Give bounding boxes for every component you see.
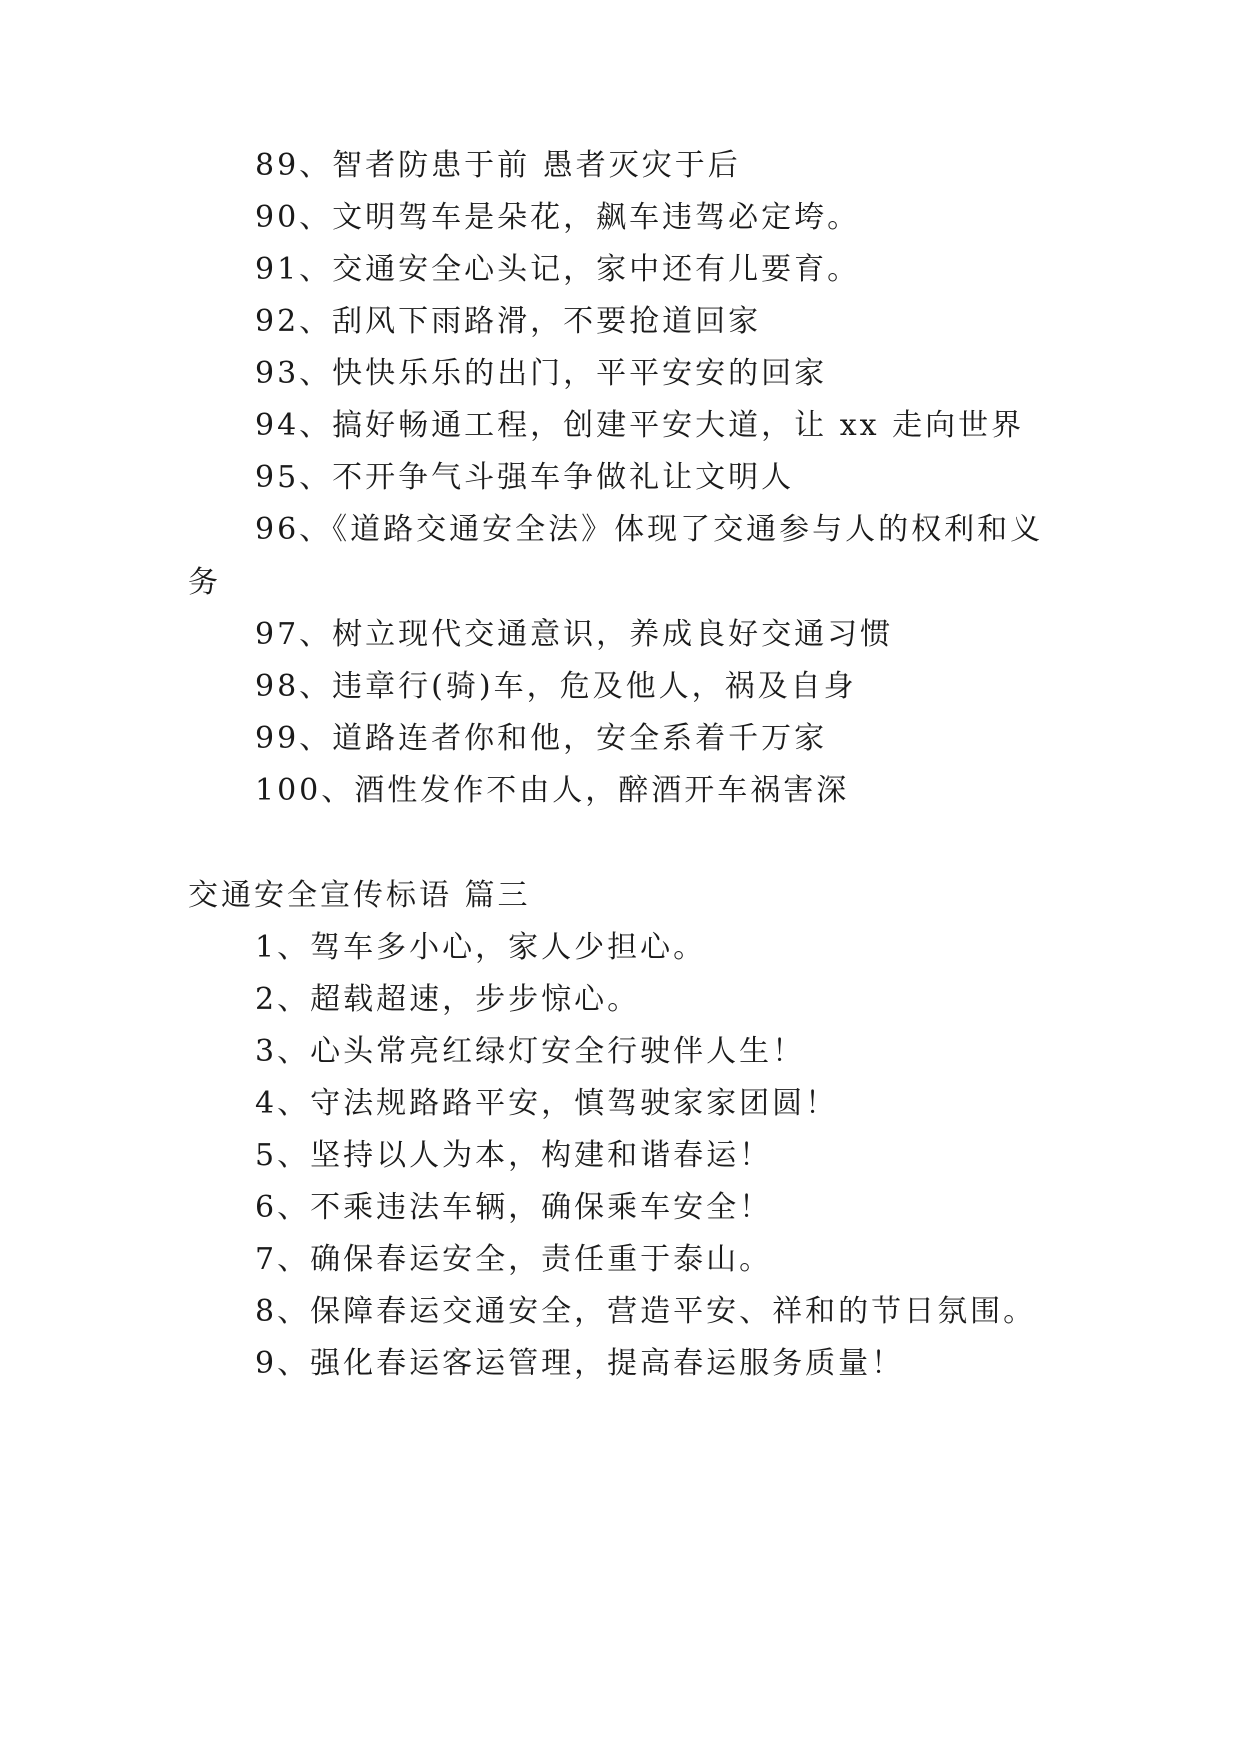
slogan-97: 97、树立现代交通意识，养成良好交通习惯 <box>255 617 894 652</box>
slogan-94: 94、搞好畅通工程，创建平安大道，让 xx 走向世界 <box>255 408 1025 443</box>
slogan-90: 90、文明驾车是朵花，飙车违驾必定垮。 <box>255 200 861 235</box>
slogan-98: 98、违章行(骑)车，危及他人，祸及自身 <box>255 669 857 704</box>
slogan-96: 96、《道路交通安全法》体现了交通参与人的权利和义 <box>255 512 1044 547</box>
slogan-6: 6、不乘违法车辆，确保乘车安全！ <box>255 1190 773 1225</box>
slogan-1: 1、驾车多小心，家人少担心。 <box>255 930 707 965</box>
section-heading: 交通安全宣传标语 篇三 <box>188 878 531 913</box>
slogan-93: 93、快快乐乐的出门，平平安安的回家 <box>255 356 828 391</box>
slogan-99: 99、道路连者你和他，安全系着千万家 <box>255 721 828 756</box>
slogan-89: 89、智者防患于前 愚者灭灾于后 <box>255 148 741 183</box>
slogan-2: 2、超载超速，步步惊心。 <box>255 982 641 1017</box>
slogan-96-continued: 务 <box>188 565 221 600</box>
slogan-8: 8、保障春运交通安全，营造平安、祥和的节日氛围。 <box>255 1294 1037 1329</box>
slogan-5: 5、坚持以人为本，构建和谐春运！ <box>255 1138 773 1173</box>
slogan-7: 7、确保春运安全，责任重于泰山。 <box>255 1242 773 1277</box>
slogan-95: 95、不开争气斗强车争做礼让文明人 <box>255 460 795 495</box>
slogan-100: 100、酒性发作不由人，醉酒开车祸害深 <box>255 773 850 808</box>
slogan-92: 92、刮风下雨路滑，不要抢道回家 <box>255 304 762 339</box>
slogan-3: 3、心头常亮红绿灯安全行驶伴人生！ <box>255 1034 806 1069</box>
slogan-9: 9、强化春运客运管理，提高春运服务质量！ <box>255 1346 905 1381</box>
slogan-4: 4、守法规路路平安，慎驾驶家家团圆！ <box>255 1086 839 1121</box>
slogan-91: 91、交通安全心头记，家中还有儿要育。 <box>255 252 861 287</box>
